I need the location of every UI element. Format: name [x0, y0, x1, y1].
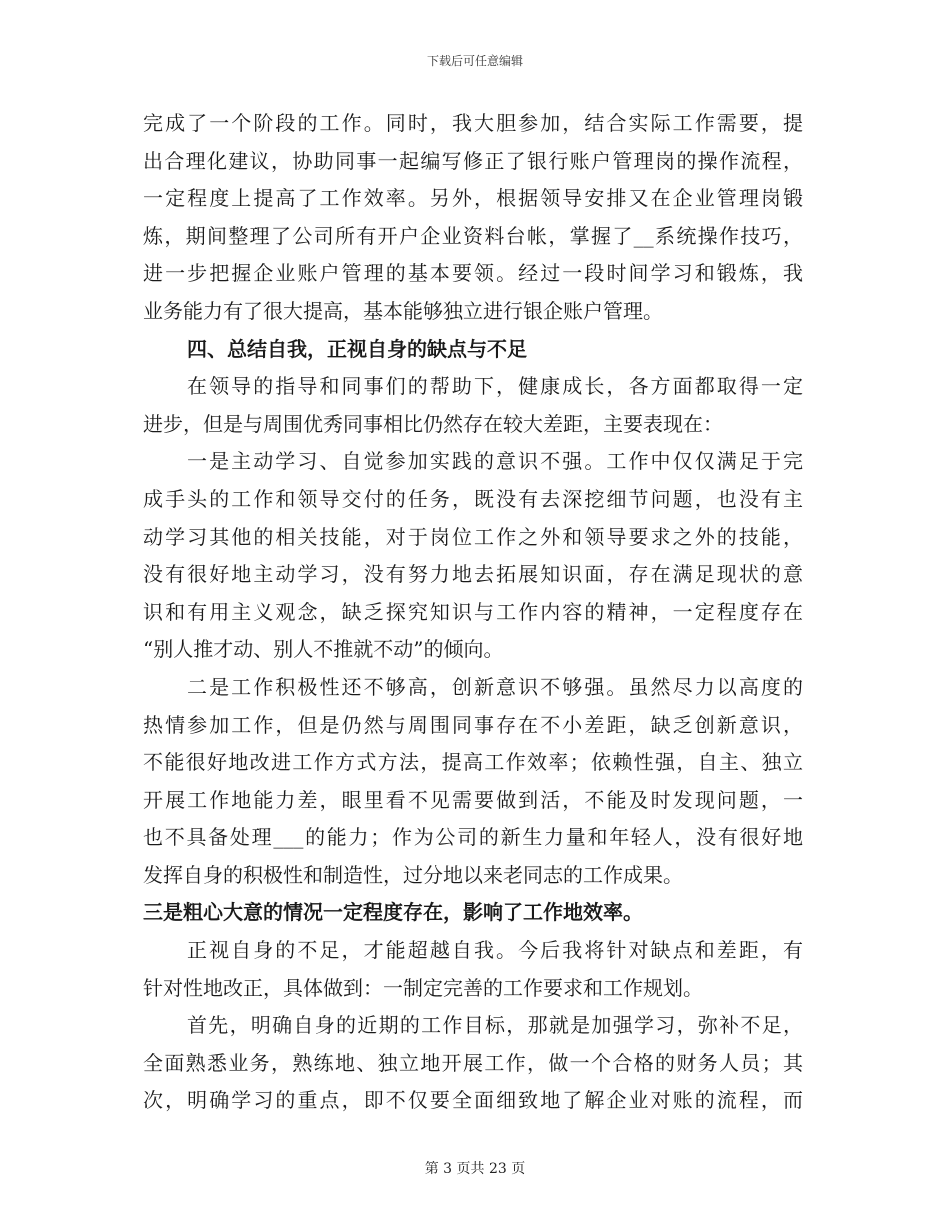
paragraph-line: 开展工作地能力差，眼里看不见需要做到活，不能及时发现问题，一 — [143, 787, 803, 812]
paragraph-line: 完成了一个阶段的工作。同时，我大胆参加，结合实际工作需要，提 — [143, 111, 803, 135]
paragraph-line: 也不具备处理___的能力；作为公司的新生力量和年轻人，没有很好地 — [143, 825, 803, 850]
paragraph-line: 炼，期间整理了公司所有开户企业资料台帐，掌握了__系统操作技巧， — [143, 223, 803, 248]
paragraph-line: 全面熟悉业务，熟练地、独立地开展工作，做一个合格的财务人员；其 — [143, 1050, 803, 1075]
section-heading-line: 三是粗心大意的情况一定程度存在，影响了工作地效率。 — [143, 900, 643, 925]
paragraph-line: “别人推才动、别人不推就不动”的倾向。 — [143, 637, 504, 662]
page-number: 第 3 页共 23 页 — [424, 1161, 526, 1177]
paragraph-line: 一定程度上提高了工作效率。另外，根据领导安排又在企业管理岗锻 — [143, 186, 803, 211]
paragraph-line: 没有很好地主动学习，没有努力地去拓展知识面，存在满足现状的意 — [143, 562, 803, 587]
section-heading-line: 四、总结自我，正视自身的缺点与不足 — [187, 336, 527, 361]
paragraph-line: 二是工作积极性还不够高，创新意识不够强。虽然尽力以高度的 — [187, 674, 803, 699]
paragraph-line: 动学习其他的相关技能，对于岗位工作之外和领导要求之外的技能， — [143, 524, 803, 549]
paragraph-line: 出合理化建议，协助同事一起编写修正了银行账户管理岗的操作流程， — [143, 148, 803, 173]
paragraph-line: 进步，但是与周围优秀同事相比仍然存在较大差距，主要表现在： — [143, 411, 723, 436]
paragraph-line: 次，明确学习的重点，即不仅要全面细致地了解企业对账的流程，而 — [143, 1088, 803, 1113]
page-header: 下载后可任意编辑 — [426, 54, 523, 68]
paragraph-line: 针对性地改正，具体做到：一制定完善的工作要求和工作规划。 — [143, 975, 703, 1000]
paragraph-line: 热情参加工作，但是仍然与周围同事存在不小差距，缺乏创新意识， — [143, 712, 803, 737]
paragraph-line: 一是主动学习、自觉参加实践的意识不强。工作中仅仅满足于完 — [187, 449, 803, 474]
paragraph-line: 首先，明确自身的近期的工作目标，那就是加强学习，弥补不足， — [187, 1013, 803, 1038]
paragraph-line: 不能很好地改进工作方式方法，提高工作效率；依赖性强，自主、独立 — [143, 750, 803, 775]
paragraph-line: 发挥自身的积极性和制造性，过分地以来老同志的工作成果。 — [143, 862, 683, 887]
paragraph-line: 成手头的工作和领导交付的任务，既没有去深挖细节问题，也没有主 — [143, 486, 803, 511]
paragraph-line: 正视自身的不足，才能超越自我。今后我将针对缺点和差距，有 — [187, 938, 803, 963]
paragraph-line: 识和有用主义观念，缺乏探究知识与工作内容的精神，一定程度存在 — [143, 599, 803, 624]
document-body — [143, 105, 803, 1120]
paragraph-line: 在领导的指导和同事们的帮助下，健康成长，各方面都取得一定 — [187, 374, 803, 399]
paragraph-line: 业务能力有了很大提高，基本能够独立进行银企账户管理。 — [143, 298, 663, 323]
paragraph-line: 进一步把握企业账户管理的基本要领。经过一段时间学习和锻炼，我 — [143, 261, 803, 286]
